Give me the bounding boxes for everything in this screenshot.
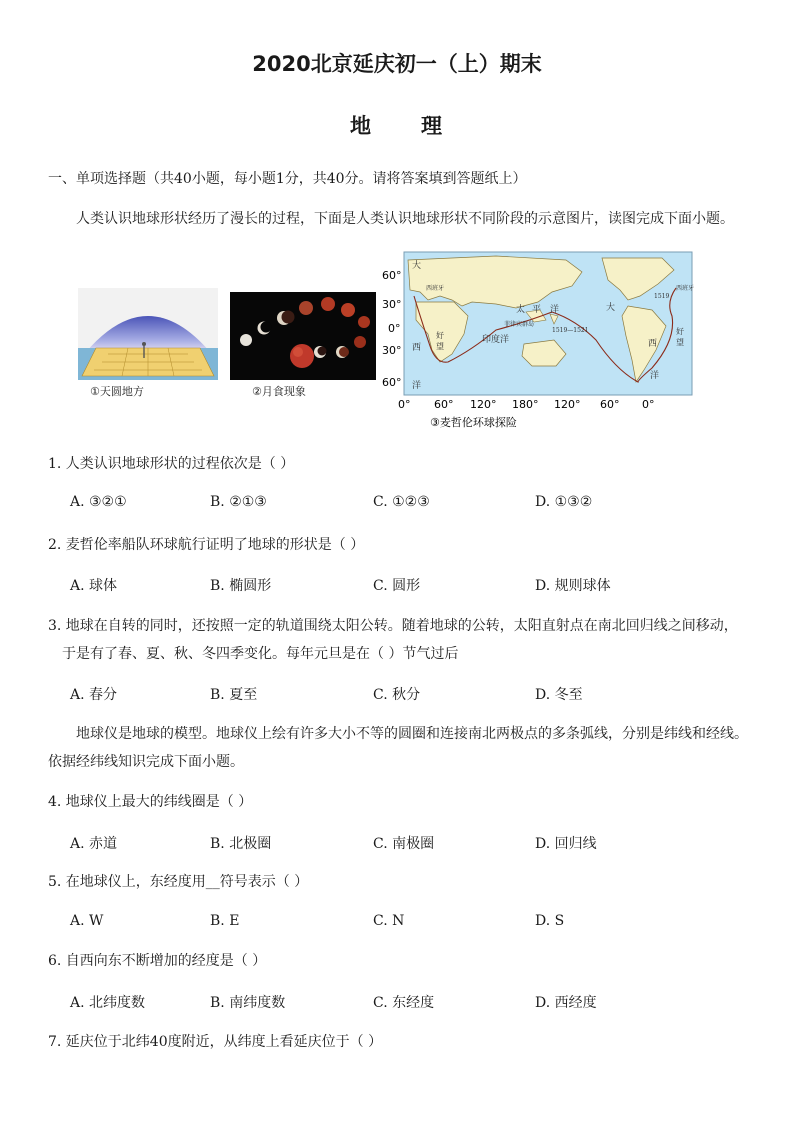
q4-option-a[interactable]: A. 赤道 — [70, 836, 118, 852]
label-tai: 太 — [516, 305, 526, 315]
q4-option-d[interactable]: D. 回归线 — [535, 836, 597, 852]
lat-label-60s: 60° — [382, 376, 402, 389]
label-years-1519-1521: 1519—1521 — [552, 327, 589, 334]
moon-phase — [240, 334, 252, 346]
label-yang-pacific: 洋 — [550, 305, 560, 315]
label-spain-right: 西班牙 — [676, 285, 695, 292]
passage-2: 地球仪是地球的模型。地球仪上绘有许多大小不等的圆圈和连接南北两极点的多条弧线，分别是纬线和经线。依据经纬线知识完成下面小题。 — [48, 726, 748, 770]
q5-option-b[interactable]: B. E — [210, 913, 240, 929]
figure-lunar-eclipse — [230, 292, 376, 380]
question-5: 5. 在地球仪上，东经度用__符号表示（ ） — [48, 874, 309, 890]
q6-option-b[interactable]: B. 南纬度数 — [210, 995, 286, 1011]
q2-option-b[interactable]: B. 椭圆形 — [210, 578, 272, 594]
figure-row — [76, 250, 696, 430]
blood-moon — [290, 344, 314, 368]
label-ping: 平 — [532, 305, 542, 315]
label-xi-left: 西 — [412, 343, 422, 353]
document-title: 2020北京延庆初一（上）期末 — [252, 52, 542, 76]
q1-option-d[interactable]: D. ①③② — [535, 494, 593, 510]
q5-option-c[interactable]: C. N — [373, 913, 405, 929]
q2-option-a[interactable]: A. 球体 — [70, 578, 118, 594]
label-hao-left: 好 — [436, 331, 444, 340]
label-da-right: 大 — [606, 303, 616, 313]
lat-label-60n: 60° — [382, 269, 402, 282]
question-7: 7. 延庆位于北纬40度附近，从纬度上看延庆位于（ ） — [48, 1034, 383, 1050]
figure-heaven-round-earth-square — [78, 288, 218, 380]
lat-label-0: 0° — [388, 322, 401, 335]
lat-label-30s: 30° — [382, 344, 402, 357]
q4-option-b[interactable]: B. 北极圈 — [210, 836, 272, 852]
question-5-options — [70, 913, 750, 937]
question-3-stem: 3. 地球在自转的同时，还按照一定的轨道围绕太阳公转。随着地球的公转，太阳直射点在南北回归线之间移动， — [48, 618, 738, 634]
q6-option-c[interactable]: C. 东经度 — [373, 995, 435, 1011]
question-3-options — [70, 684, 750, 708]
subject-char-1: 地 — [350, 114, 373, 138]
q1-option-a[interactable]: A. ③②① — [70, 494, 127, 510]
lon-label-60e: 60° — [434, 398, 454, 411]
question-4-options — [70, 833, 750, 857]
lon-label-60w: 60° — [600, 398, 620, 411]
section-heading: 一、单项选择题（共40小题，每小题1分，共40分。请将答案填到答题纸上） — [48, 171, 527, 187]
label-year-1519: 1519 — [654, 293, 670, 300]
q1-option-b[interactable]: B. ②①③ — [210, 494, 267, 510]
question-2-options — [70, 575, 750, 599]
q3-option-c[interactable]: C. 秋分 — [373, 687, 421, 703]
question-4: 4. 地球仪上最大的纬线圈是（ ） — [48, 794, 253, 810]
q5-option-d[interactable]: D. S — [535, 913, 565, 929]
label-hao-right: 好 — [676, 327, 684, 336]
lon-label-120w: 120° — [554, 398, 581, 411]
subject-char-2: 理 — [421, 114, 444, 138]
q2-option-d[interactable]: D. 规则球体 — [535, 578, 611, 594]
label-xi-right: 西 — [648, 339, 658, 349]
question-3 — [48, 612, 748, 668]
question-1: 1. 人类认识地球形状的过程依次是（ ） — [48, 456, 295, 472]
figure-caption-2: ②月食现象 — [252, 385, 306, 398]
label-yang-right: 洋 — [650, 371, 660, 381]
q6-option-a[interactable]: A. 北纬度数 — [70, 995, 146, 1011]
figure-caption-3: ③麦哲伦环球探险 — [430, 416, 517, 429]
lon-label-180: 180° — [512, 398, 539, 411]
figure-caption-1: ①天圆地方 — [90, 385, 144, 398]
question-3-stem-cont: 于是有了春、夏、秋、冬四季变化。每年元旦是在（ ）节气过后 — [62, 646, 459, 662]
label-spain: 西班牙 — [426, 285, 445, 292]
figure-magellan-map — [376, 250, 696, 430]
q4-option-c[interactable]: C. 南极圈 — [373, 836, 435, 852]
q5-option-a[interactable]: A. W — [70, 913, 104, 929]
label-wang-left: 望 — [436, 342, 444, 351]
question-6: 6. 自西向东不断增加的经度是（ ） — [48, 953, 267, 969]
label-yang-left: 洋 — [412, 381, 422, 391]
question-1-options — [70, 494, 750, 518]
q3-option-a[interactable]: A. 春分 — [70, 687, 118, 703]
label-indian-ocean: 印度洋 — [482, 335, 510, 345]
label-wang-right: 望 — [676, 338, 684, 347]
q2-option-c[interactable]: C. 圆形 — [373, 578, 421, 594]
lon-label-120e: 120° — [470, 398, 497, 411]
subject-title — [0, 110, 794, 140]
passage-1: 人类认识地球形状经历了漫长的过程，下面是人类认识地球形状不同阶段的示意图片，读图完成下面小题。 — [76, 211, 734, 227]
q6-option-d[interactable]: D. 西经度 — [535, 995, 597, 1011]
q3-option-b[interactable]: B. 夏至 — [210, 687, 258, 703]
q1-option-c[interactable]: C. ①②③ — [373, 494, 430, 510]
lat-label-30n: 30° — [382, 298, 402, 311]
lon-label-0-left: 0° — [398, 398, 411, 411]
question-2: 2. 麦哲伦率船队环球航行证明了地球的形状是（ ） — [48, 537, 365, 553]
label-da: 大 — [412, 261, 422, 271]
q3-option-d[interactable]: D. 冬至 — [535, 687, 583, 703]
label-philippines: 菲律宾群岛 — [504, 321, 535, 328]
question-6-options — [70, 992, 750, 1016]
lon-label-0-right: 0° — [642, 398, 655, 411]
